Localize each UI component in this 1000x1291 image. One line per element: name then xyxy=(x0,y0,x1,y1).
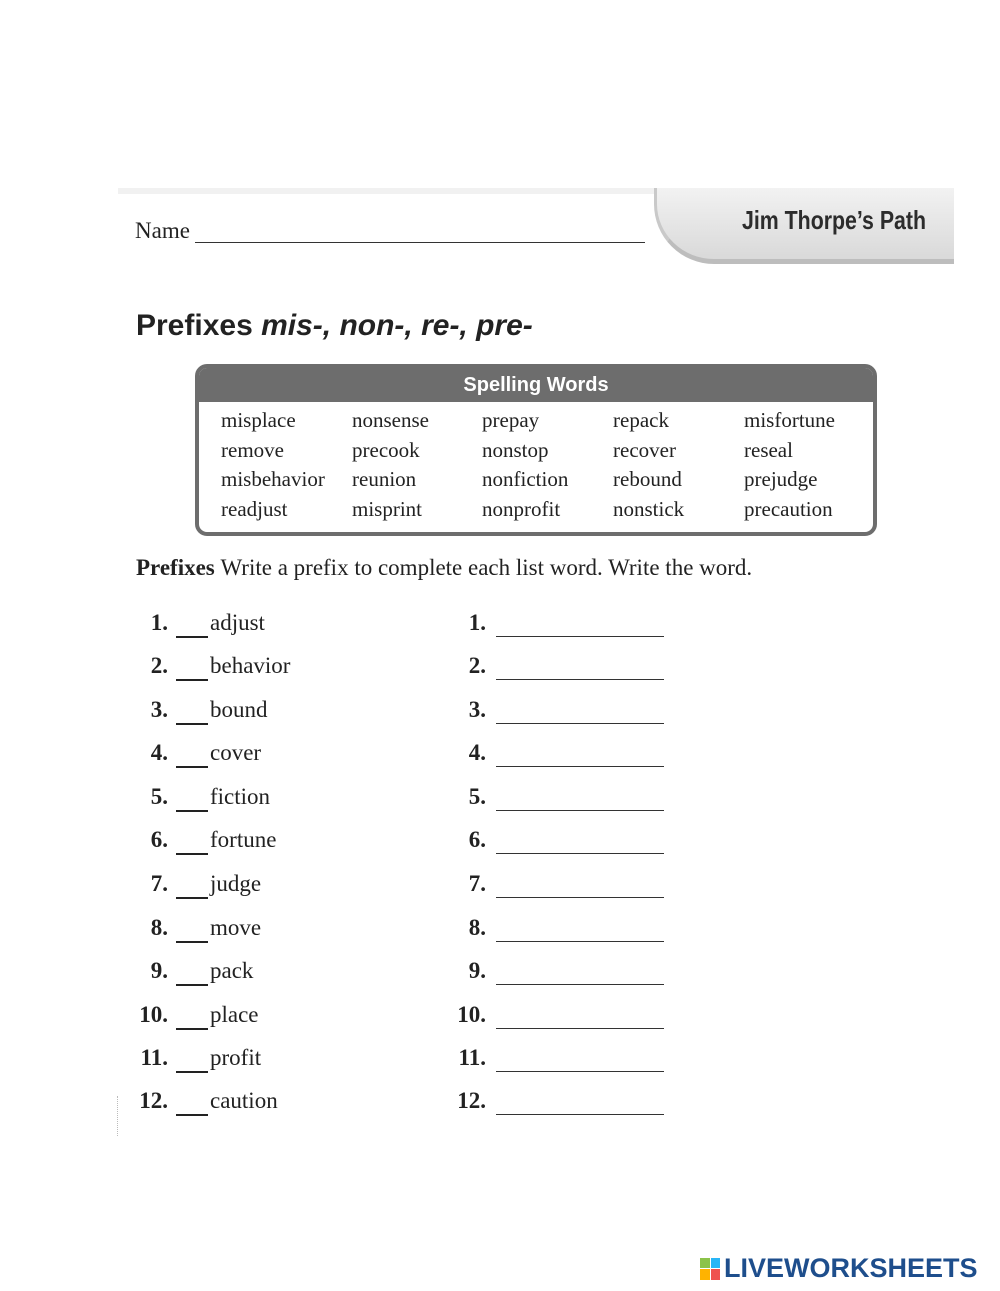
item-number: 3. xyxy=(150,697,168,722)
lesson-title-prefix: Prefixes xyxy=(136,309,262,342)
spelling-word: precook xyxy=(352,437,420,462)
name-label: Name xyxy=(135,218,190,243)
answer-number: 3. xyxy=(468,697,486,722)
spelling-word: prejudge xyxy=(744,467,818,491)
answer-line[interactable] xyxy=(496,1045,664,1072)
prefix-blank[interactable] xyxy=(176,653,208,681)
prefix-blank[interactable] xyxy=(176,1045,208,1073)
exercise-row xyxy=(0,1088,1000,1128)
exercise-row xyxy=(0,610,1000,650)
prefix-blank[interactable] xyxy=(176,871,208,899)
prefix-blank[interactable] xyxy=(176,610,208,638)
exercise-row xyxy=(0,653,1000,693)
margin-dotted-line xyxy=(117,1096,118,1136)
answer-line[interactable] xyxy=(496,827,664,854)
answer-line[interactable] xyxy=(496,871,664,898)
answer-line[interactable] xyxy=(496,958,664,985)
spelling-word: readjust xyxy=(221,496,288,521)
answer-number: 8. xyxy=(468,915,486,940)
spelling-word: nonprofit xyxy=(482,496,561,521)
spelling-word: repack xyxy=(613,408,669,432)
instructions-label: Prefixes xyxy=(136,555,215,580)
exercise-row xyxy=(0,1045,1000,1085)
item-number: 12. xyxy=(139,1088,168,1113)
spelling-word: misbehavior xyxy=(221,467,325,491)
spelling-word: misplace xyxy=(221,408,296,432)
prefix-blank[interactable] xyxy=(176,1002,208,1030)
exercise-row xyxy=(0,784,1000,824)
answer-number: 11. xyxy=(458,1045,486,1070)
answer-line[interactable] xyxy=(496,784,664,811)
prefix-blank[interactable] xyxy=(176,827,208,855)
item-number: 8. xyxy=(150,915,168,940)
spelling-word: misfortune xyxy=(744,408,835,432)
item-number: 6. xyxy=(150,827,168,852)
answer-number: 12. xyxy=(457,1088,486,1113)
spelling-words-box xyxy=(195,364,877,536)
answer-line[interactable] xyxy=(496,1088,664,1115)
answer-number: 2. xyxy=(468,653,486,678)
prefix-blank[interactable] xyxy=(176,1088,208,1116)
exercise-row xyxy=(0,827,1000,867)
item-number: 5. xyxy=(150,784,168,809)
word-stem: bound xyxy=(210,697,268,722)
item-number: 10. xyxy=(139,1002,168,1027)
exercise-row xyxy=(0,1002,1000,1042)
liveworksheets-logo-icon xyxy=(700,1258,720,1280)
spelling-words-grid xyxy=(199,402,873,524)
prefix-blank[interactable] xyxy=(176,784,208,812)
word-stem: pack xyxy=(210,958,254,983)
word-stem: fiction xyxy=(210,784,271,809)
item-number: 1. xyxy=(150,610,168,635)
name-input-line[interactable] xyxy=(195,242,645,243)
answer-line[interactable] xyxy=(496,610,664,637)
word-stem: profit xyxy=(210,1045,262,1070)
answer-number: 9. xyxy=(468,958,486,983)
item-number: 9. xyxy=(150,958,168,983)
exercise-row xyxy=(0,915,1000,955)
answer-number: 6. xyxy=(468,827,486,852)
word-stem: caution xyxy=(210,1088,278,1113)
word-stem: judge xyxy=(210,871,262,896)
answer-number: 10. xyxy=(457,1002,486,1027)
prefix-blank[interactable] xyxy=(176,697,208,725)
answer-line[interactable] xyxy=(496,915,664,942)
spelling-word: rebound xyxy=(613,467,682,491)
word-stem: place xyxy=(210,1002,259,1027)
spelling-word: nonsense xyxy=(352,408,429,432)
prefix-blank[interactable] xyxy=(176,958,208,986)
answer-line[interactable] xyxy=(496,697,664,724)
answer-number: 4. xyxy=(468,740,486,765)
spelling-word: misprint xyxy=(352,496,423,521)
item-number: 7. xyxy=(150,871,168,896)
brand-text: LIVEWORKSHEETS xyxy=(724,1253,978,1283)
spelling-word: remove xyxy=(221,437,284,462)
lesson-title xyxy=(136,309,533,343)
spelling-word: nonstick xyxy=(613,496,685,521)
item-number: 2. xyxy=(150,653,168,678)
prefix-blank[interactable] xyxy=(176,915,208,943)
exercise-row xyxy=(0,697,1000,737)
spelling-word: reunion xyxy=(352,467,417,491)
liveworksheets-brand xyxy=(700,1253,978,1284)
story-title: Jim Thorpe’s Path xyxy=(742,205,927,235)
item-number: 11. xyxy=(140,1045,168,1070)
answer-line[interactable] xyxy=(496,1002,664,1029)
word-stem: behavior xyxy=(210,653,291,678)
exercise-row xyxy=(0,871,1000,911)
answer-line[interactable] xyxy=(496,653,664,680)
prefix-blank[interactable] xyxy=(176,740,208,768)
answer-number: 5. xyxy=(468,784,486,809)
spelling-word: nonstop xyxy=(482,437,549,462)
item-number: 4. xyxy=(150,740,168,765)
answer-number: 1. xyxy=(468,610,486,635)
word-stem: fortune xyxy=(210,827,277,852)
spelling-word: prepay xyxy=(482,408,540,432)
exercise-row xyxy=(0,958,1000,998)
word-stem: adjust xyxy=(210,610,265,635)
spelling-word: precaution xyxy=(744,496,833,521)
lesson-title-italic: mis-, non-, re-, pre- xyxy=(261,309,533,342)
answer-number: 7. xyxy=(468,871,486,896)
spelling-word: nonfiction xyxy=(482,467,569,491)
instructions xyxy=(136,555,752,581)
answer-line[interactable] xyxy=(496,740,664,767)
word-stem: move xyxy=(210,915,262,940)
word-stem: cover xyxy=(210,740,262,765)
spelling-words-heading: Spelling Words xyxy=(199,368,873,402)
spelling-word: reseal xyxy=(744,437,793,462)
instructions-text: Write a prefix to complete each list word. Write the word. xyxy=(220,555,753,580)
exercise-row xyxy=(0,740,1000,780)
spelling-word: recover xyxy=(613,437,676,462)
